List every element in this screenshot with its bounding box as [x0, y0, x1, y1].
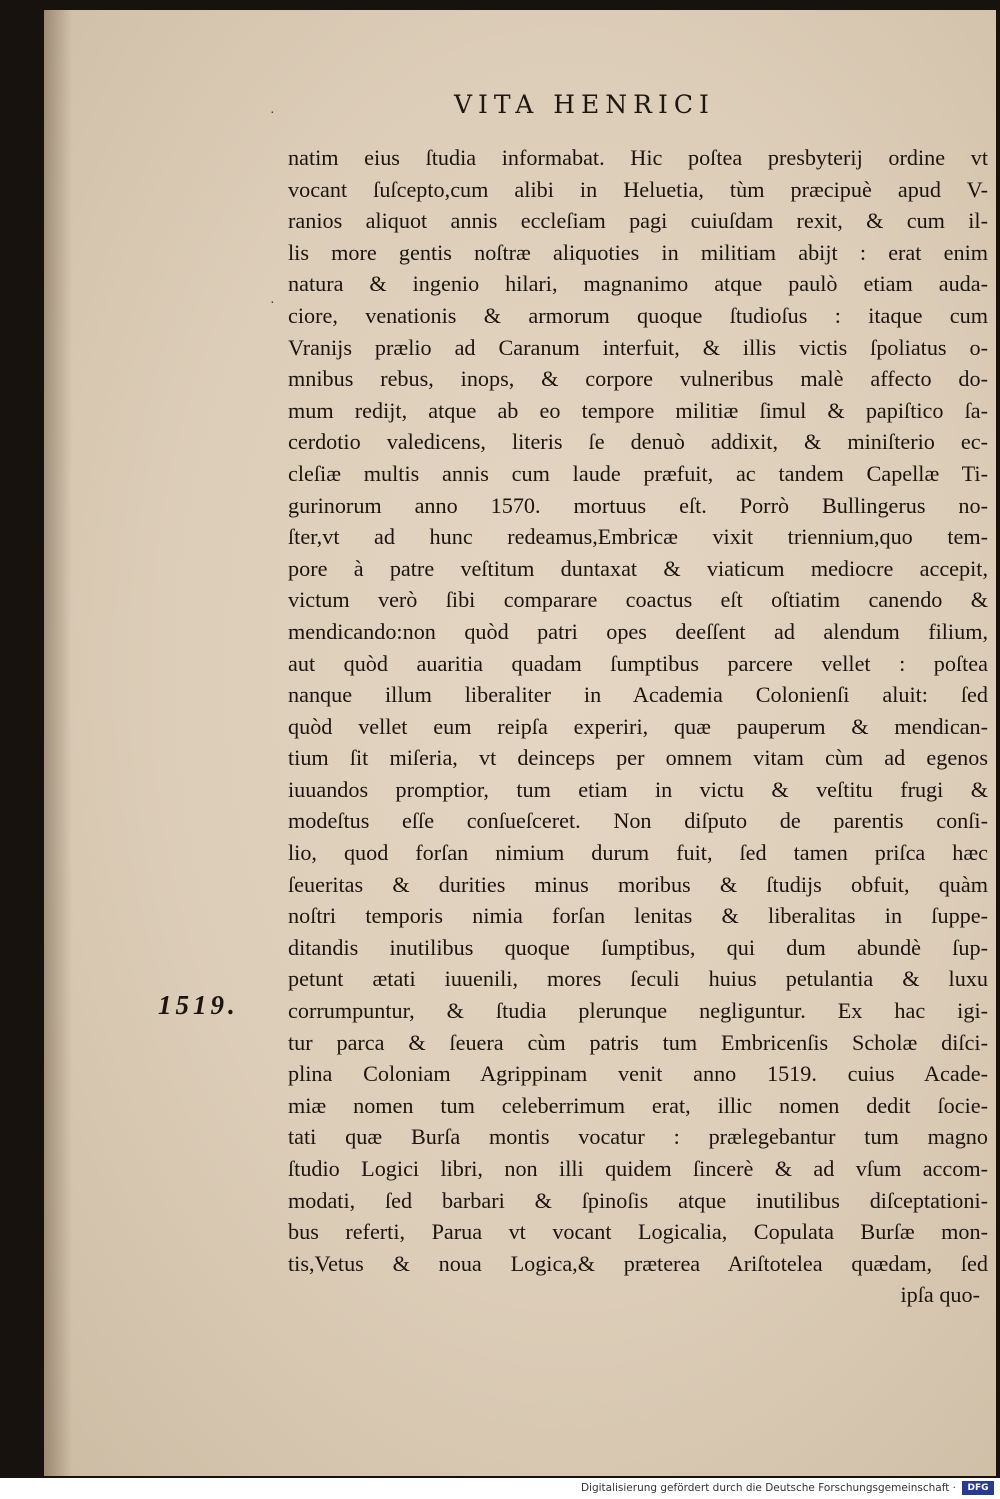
text-line: modeſtus eſſe conſueſceret. Non diſputo de parentis conſi- [288, 808, 988, 834]
margin-note-year: 1519. [158, 990, 239, 1020]
text-line: plina Coloniam Agrippinam venit anno 1519. cuius Acade- [288, 1061, 988, 1087]
text-line: Vranijs prælio ad Caranum interfuit, & illis victis ſpoliatus o- [288, 334, 988, 360]
text-line: tur parca & ſeuera cùm patris tum Embricenſis Scholæ diſci- [288, 1029, 988, 1055]
running-head: VITA HENRICI [454, 90, 715, 119]
text-line: cerdotio valedicens, literis ſe denuò addixit, & miniſterio ec- [288, 429, 988, 455]
dfg-logo: DFG [962, 1481, 994, 1495]
text-line: ipſa quo- [900, 1282, 980, 1308]
text-line: corrumpuntur, & ſtudia plerunque negliguntur. Ex hac igi- [288, 998, 988, 1024]
margin-speck: · [270, 296, 275, 311]
text-line: lio, quod forſan nimium durum fuit, ſed tamen priſca hæc [288, 840, 988, 866]
text-line: ſeueritas & durities minus moribus & ſtudijs obfuit, quàm [288, 871, 988, 897]
text-line: natura & ingenio hilari, magnanimo atque paulò etiam auda- [288, 271, 988, 297]
text-line: cleſiæ multis annis cum laude præfuit, ac tandem Capellæ Ti- [288, 460, 988, 486]
text-line: mum redijt, atque ab eo tempore militiæ ſimul & papiſtico ſa- [288, 397, 988, 423]
text-line: ciore, venationis & armorum quoque ſtudioſus : itaque cum [288, 302, 988, 328]
text-line: ſtudio Logici libri, non illi quidem ſincerè & ad vſum accom- [288, 1156, 988, 1181]
footer-credit: Digitalisierung gefördert durch die Deutsche Forschungsgemeinschaft · [580, 1482, 956, 1494]
text-line: quòd vellet eum reipſa experiri, quæ pauperum & mendican- [288, 713, 988, 739]
text-line: nanque illum liberaliter in Academia Colonienſi aluit: ſed [288, 682, 988, 708]
text-line: gurinorum anno 1570. mortuus eſt. Porrò Bullingerus no- [288, 492, 988, 518]
text-line: tium ſit miſeria, vt deinceps per omnem vitam cùm ad egenos [288, 745, 988, 771]
text-line: lis more gentis noſtræ aliquoties in militiam abijt : erat enim [288, 239, 988, 265]
text-line: miæ nomen tum celeberrimum erat, illic nomen dedit ſocie- [288, 1092, 988, 1118]
digitization-footer [0, 1478, 1000, 1499]
text-line: victum verò ſibi comparare coactus eſt oſtiatim canendo & [288, 587, 988, 613]
book-page [44, 10, 996, 1476]
text-line: tati quæ Burſa montis vocatur : prælegebantur tum magno [288, 1124, 988, 1150]
text-line: ſter,vt ad hunc redeamus,Embricæ vixit triennium,quo tem- [288, 524, 988, 550]
text-line: bus referti, Parua vt vocant Logicalia, Copulata Burſæ mon- [288, 1219, 988, 1245]
text-line: ditandis inutilibus quoque ſumptibus, qui dum abundè ſup- [288, 934, 988, 960]
text-line: vocant ſuſcepto,cum alibi in Heluetia, tùm præcipuè apud V- [288, 176, 988, 202]
body-text [288, 142, 988, 1311]
text-line: modati, ſed barbari & ſpinoſis atque inutilibus diſceptationi- [288, 1187, 988, 1213]
text-line: natim eius ſtudia informabat. Hic poſtea presbyterij ordine vt [288, 145, 988, 170]
text-line: ranios aliquot annis eccleſiam pagi cuiuſdam rexit, & cum il- [288, 208, 988, 234]
text-line: tis,Vetus & noua Logica,& præterea Ariſtotelea quædam, ſed [288, 1250, 988, 1276]
text-line: mendicando:non quòd patri opes deeſſent ad alendum filium, [288, 618, 988, 644]
text-line: iuuandos promptior, tum etiam in victu & veſtitu frugi & [288, 776, 988, 802]
margin-speck: · [270, 106, 275, 121]
text-line: aut quòd auaritia quadam ſumptibus parcere vellet : poſtea [288, 650, 988, 676]
text-line: petunt ætati iuuenili, mores ſeculi huius petulantia & luxu [288, 966, 988, 992]
text-line: pore à patre veſtitum duntaxat & viaticum mediocre accepit, [288, 555, 988, 581]
text-line: mnibus rebus, inops, & corpore vulneribus malè affecto do- [288, 366, 988, 392]
text-line: noſtri temporis nimia forſan lenitas & liberalitas in ſuppe- [288, 903, 988, 929]
